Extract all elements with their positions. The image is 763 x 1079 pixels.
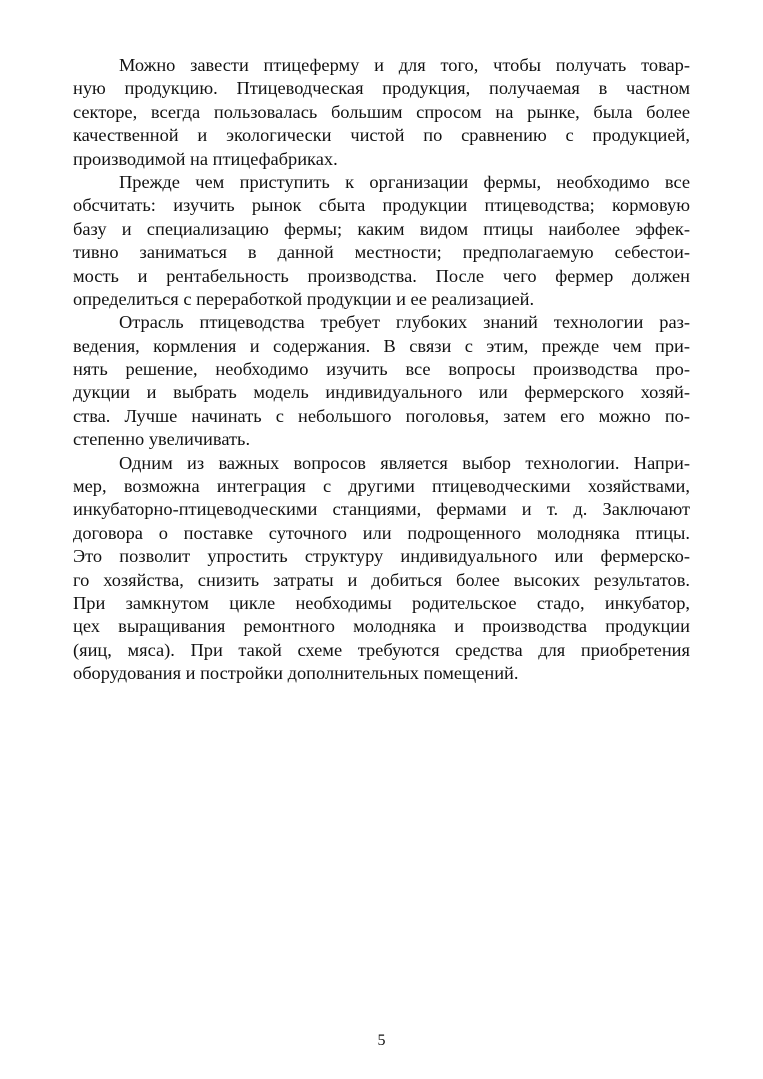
text-line: степенно увеличивать. [73, 429, 251, 450]
text-line: оборудования и постройки дополнительных помещений. [73, 663, 519, 684]
text-line: нять решение, необходимо изучить все вопросы производства про- [73, 359, 690, 380]
page-number: 5 [377, 1032, 386, 1049]
paragraph [73, 452, 690, 686]
page-body [73, 54, 690, 686]
text-line: базу и специализацию фермы; каким видом птицы наиболее эффек- [73, 218, 690, 239]
text-line: цех выращивания ремонтного молодняка и производства продукции [73, 616, 690, 637]
text-line: дукции и выбрать модель индивидуального или фермерского хозяй- [73, 382, 690, 403]
text-line: Можно завести птицеферму и для того, чтобы получать товар- [119, 55, 690, 75]
text-line: ную продукцию. Птицеводческая продукция, получаемая в частном [73, 78, 690, 99]
text-line: мость и рентабельность производства. После чего фермер должен [73, 265, 690, 286]
paragraph [73, 311, 690, 451]
text-line: договора о поставке суточного или подрощенного молодняка птицы. [73, 522, 690, 543]
text-line: производимой на птицефабриках. [73, 148, 338, 169]
text-line: качественной и экологически чистой по сравнению с продукцией, [73, 125, 690, 146]
text-line: (яиц, мяса). При такой схеме требуются средства для приобретения [73, 639, 690, 660]
text-line: Одним из важных вопросов является выбор технологии. Напри- [119, 452, 690, 473]
paragraph [73, 54, 690, 171]
text-line: Отрасль птицеводства требует глубоких знаний технологии раз- [119, 312, 690, 333]
text-line: обсчитать: изучить рынок сбыта продукции птицеводства; кормовую [73, 195, 690, 216]
text-line: ведения, кормления и содержания. В связи с этим, прежде чем при- [73, 335, 690, 356]
paragraph [73, 171, 690, 311]
text-line: секторе, всегда пользовалась большим спросом на рынке, была более [73, 101, 690, 122]
text-line: тивно заниматься в данной местности; предполагаемую себестои- [73, 242, 690, 263]
text-line: инкубаторно-птицеводческими станциями, фермами и т. д. Заключают [73, 499, 690, 520]
text-line: определиться с переработкой продукции и ее реализацией. [73, 288, 535, 309]
text-line: Прежде чем приступить к организации фермы, необходимо все [119, 171, 690, 192]
text-line: ства. Лучше начинать с небольшого поголовья, затем его можно по- [73, 405, 690, 426]
text-line: При замкнутом цикле необходимы родительское стадо, инкубатор, [73, 592, 690, 613]
text-line: го хозяйства, снизить затраты и добиться более высоких результатов. [73, 569, 690, 590]
text-line: мер, возможна интеграция с другими птицеводческими хозяйствами, [73, 476, 690, 497]
text-line: Это позволит упростить структуру индивидуального или фермерско- [73, 546, 690, 567]
